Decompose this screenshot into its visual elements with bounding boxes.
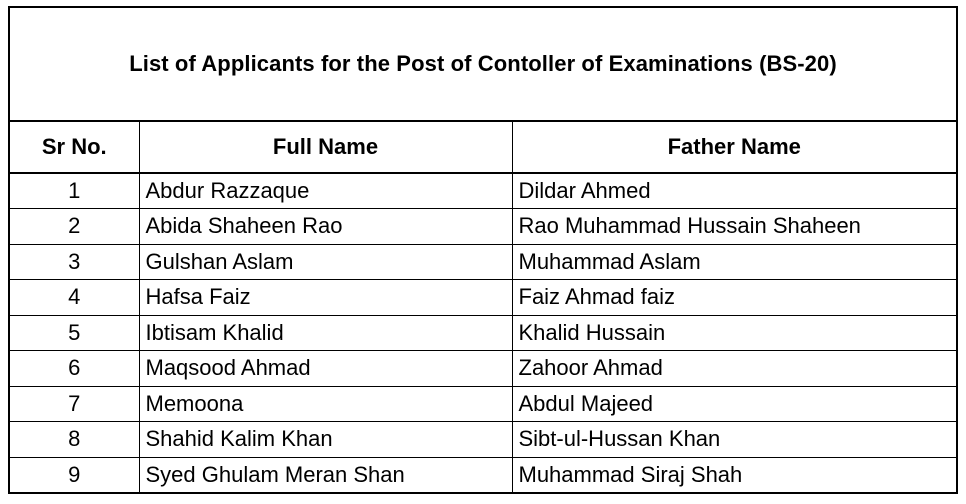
father-name-cell: Dildar Ahmed (512, 173, 956, 209)
title-box (10, 8, 956, 122)
father-name-cell: Khalid Hussain (512, 315, 956, 351)
table-row (10, 280, 956, 316)
sr-no-cell: 8 (10, 422, 139, 458)
father-name-cell: Rao Muhammad Hussain Shaheen (512, 209, 956, 245)
table-row (10, 173, 956, 209)
full-name-cell: Ibtisam Khalid (139, 315, 512, 351)
father-name-cell: Sibt-ul-Hussan Khan (512, 422, 956, 458)
table-row (10, 386, 956, 422)
sr-no-cell: 6 (10, 351, 139, 387)
sr-no-cell: 1 (10, 173, 139, 209)
full-name-cell: Gulshan Aslam (139, 244, 512, 280)
father-name-cell: Muhammad Aslam (512, 244, 956, 280)
table-row (10, 244, 956, 280)
header-full-name: Full Name (139, 122, 512, 173)
full-name-cell: Memoona (139, 386, 512, 422)
father-name-cell: Muhammad Siraj Shah (518, 462, 743, 487)
sr-no-cell: 3 (10, 244, 139, 280)
table-row (10, 315, 956, 351)
table-row (10, 422, 956, 458)
header-father-name: Father Name (512, 122, 956, 173)
full-name-cell: Hafsa Faiz (139, 280, 512, 316)
applicants-table (10, 122, 956, 493)
page-title: List of Applicants for the Post of Contoller of Examinations (BS-20) (129, 51, 837, 76)
father-name-cell: Abdul Majeed (512, 386, 956, 422)
full-name-cell: Abdur Razzaque (139, 173, 512, 209)
full-name-cell: Maqsood Ahmad (139, 351, 512, 387)
father-name-cell: Faiz Ahmad faiz (512, 280, 956, 316)
full-name-cell: Shahid Kalim Khan (139, 422, 512, 458)
sr-no-cell: 7 (10, 386, 139, 422)
table-row (10, 457, 956, 493)
header-sr-no: Sr No. (10, 122, 139, 173)
sr-no-cell: 4 (10, 280, 139, 316)
table-row (10, 351, 956, 387)
sr-no-cell: 9 (10, 457, 139, 493)
sr-no-cell: 2 (10, 209, 139, 245)
table-row (10, 209, 956, 245)
applicants-sheet (8, 6, 958, 494)
father-name-cell: Zahoor Ahmad (512, 351, 956, 387)
table-header-row (10, 122, 956, 173)
full-name-cell: Abida Shaheen Rao (139, 209, 512, 245)
full-name-cell: Syed Ghulam Meran Shan (139, 457, 512, 493)
sr-no-cell: 5 (10, 315, 139, 351)
